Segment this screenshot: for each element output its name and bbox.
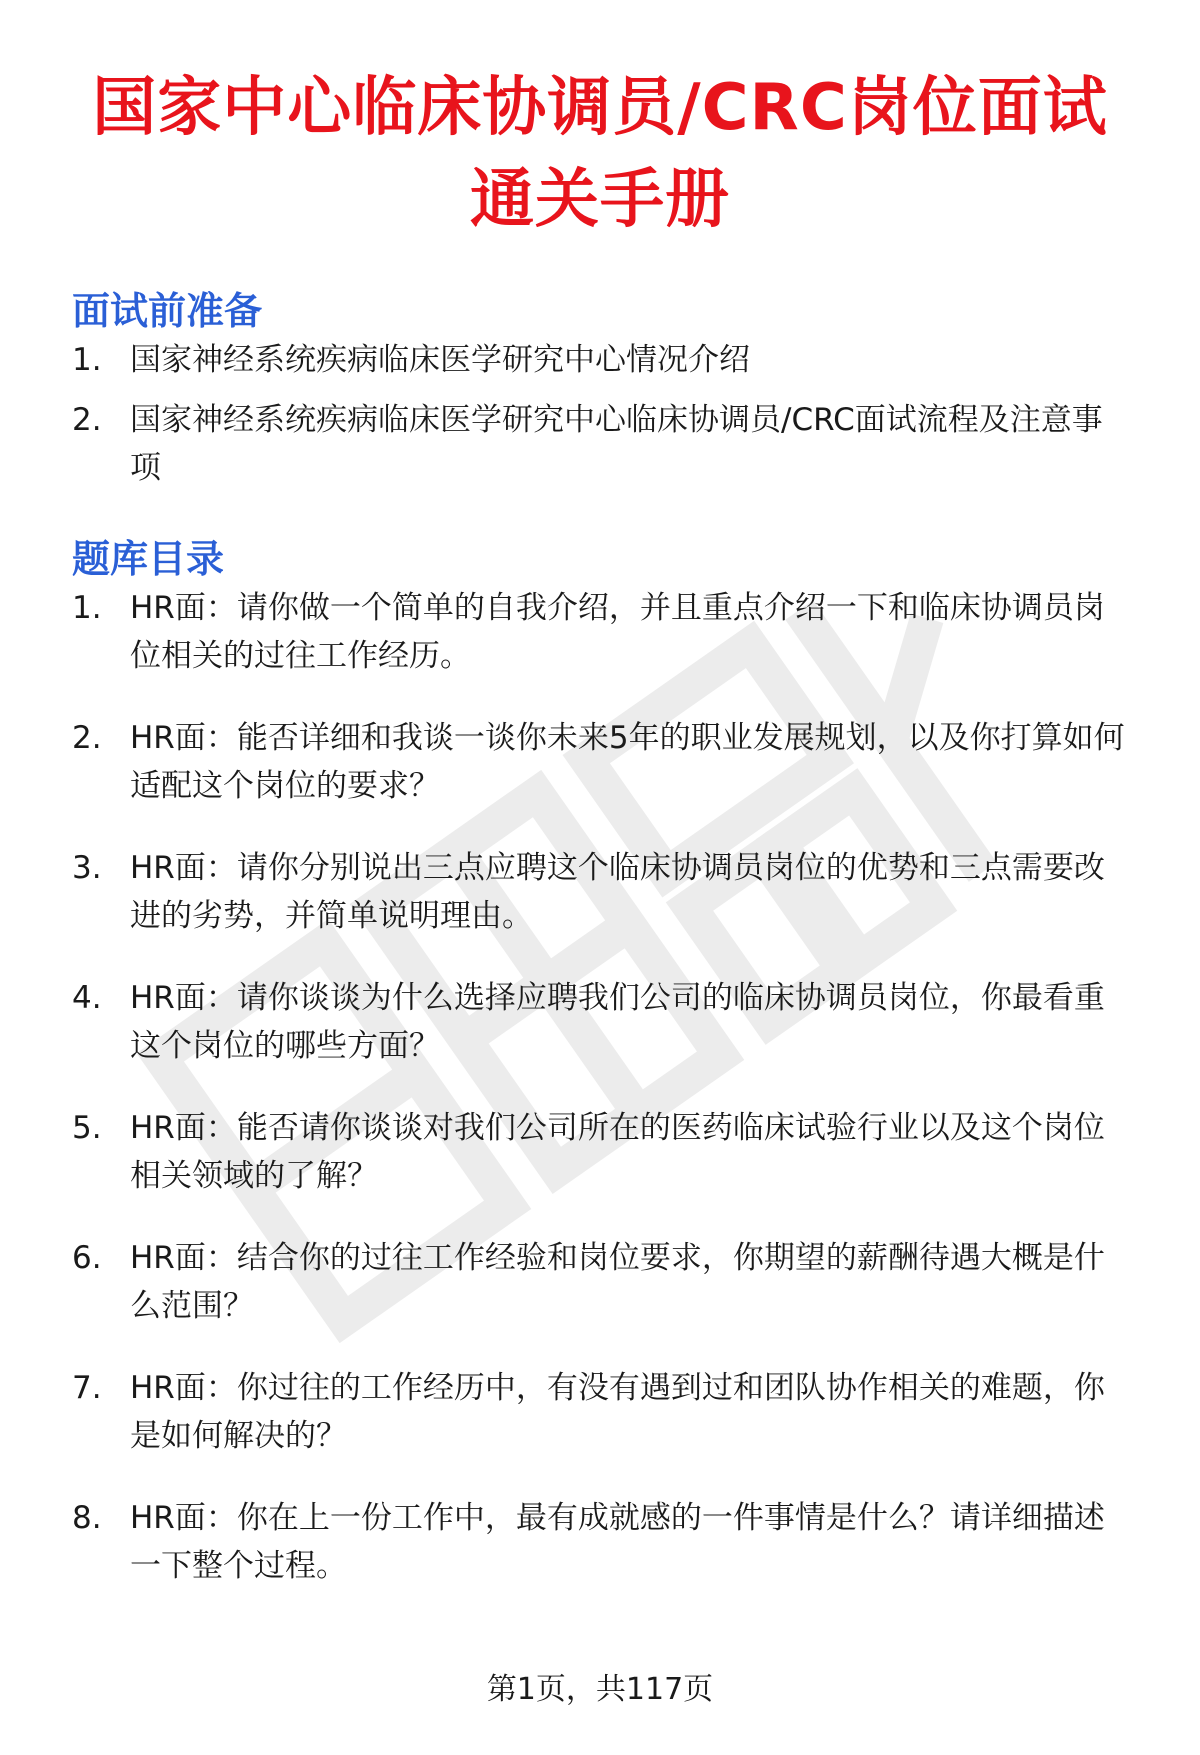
title-line-2: 通关手册 bbox=[470, 163, 730, 237]
title-line-1: 国家中心临床协调员/CRC岗位面试 bbox=[92, 71, 1108, 145]
item-text: HR面：请你做一个简单的自我介绍，并且重点介绍一下和临床协调员岗位相关的过往工作经历。 bbox=[130, 590, 1105, 674]
section-heading-question-bank: 题库目录 bbox=[72, 537, 225, 581]
item-number: 5. bbox=[72, 1110, 102, 1146]
item-text: 国家神经系统疾病临床医学研究中心情况介绍 bbox=[130, 342, 750, 378]
list-item bbox=[72, 396, 1128, 492]
item-text: HR面：请你分别说出三点应聘这个临床协调员岗位的优势和三点需要改进的劣势，并简单说明理由。 bbox=[130, 850, 1105, 934]
document-title bbox=[72, 0, 1128, 246]
page-number-footer: 第1页，共117页 bbox=[486, 1672, 714, 1707]
list-item bbox=[72, 1104, 1128, 1200]
list-item bbox=[72, 336, 1128, 384]
section-heading-preparation: 面试前准备 bbox=[72, 289, 263, 333]
item-number: 3. bbox=[72, 850, 102, 886]
item-number: 4. bbox=[72, 980, 102, 1016]
preparation-list bbox=[72, 336, 1128, 492]
item-number: 1. bbox=[72, 590, 102, 626]
item-text: 国家神经系统疾病临床医学研究中心临床协调员/CRC面试流程及注意事项 bbox=[130, 402, 1103, 486]
item-text: HR面：能否请你谈谈对我们公司所在的医药临床试验行业以及这个岗位相关领域的了解？ bbox=[130, 1110, 1105, 1194]
list-item bbox=[72, 844, 1128, 940]
item-number: 7. bbox=[72, 1370, 102, 1406]
list-item bbox=[72, 974, 1128, 1070]
item-text: HR面：能否详细和我谈一谈你未来5年的职业发展规划，以及你打算如何适配这个岗位的要求？ bbox=[130, 720, 1125, 804]
item-text: HR面：你过往的工作经历中，有没有遇到过和团队协作相关的难题，你是如何解决的？ bbox=[130, 1370, 1105, 1454]
item-number: 2. bbox=[72, 720, 102, 756]
list-item bbox=[72, 584, 1128, 680]
item-text: HR面：请你谈谈为什么选择应聘我们公司的临床协调员岗位，你最看重这个岗位的哪些方面？ bbox=[130, 980, 1105, 1064]
item-number: 8. bbox=[72, 1500, 102, 1536]
item-number: 2. bbox=[72, 402, 102, 438]
list-item bbox=[72, 1234, 1128, 1330]
question-list bbox=[72, 584, 1128, 1590]
item-number: 6. bbox=[72, 1240, 102, 1276]
list-item bbox=[72, 1494, 1128, 1590]
item-text: HR面：你在上一份工作中，最有成就感的一件事情是什么？请详细描述一下整个过程。 bbox=[130, 1500, 1105, 1584]
list-item bbox=[72, 714, 1128, 810]
item-number: 1. bbox=[72, 342, 102, 378]
list-item bbox=[72, 1364, 1128, 1460]
item-text: HR面：结合你的过往工作经验和岗位要求，你期望的薪酬待遇大概是什么范围？ bbox=[130, 1240, 1105, 1324]
